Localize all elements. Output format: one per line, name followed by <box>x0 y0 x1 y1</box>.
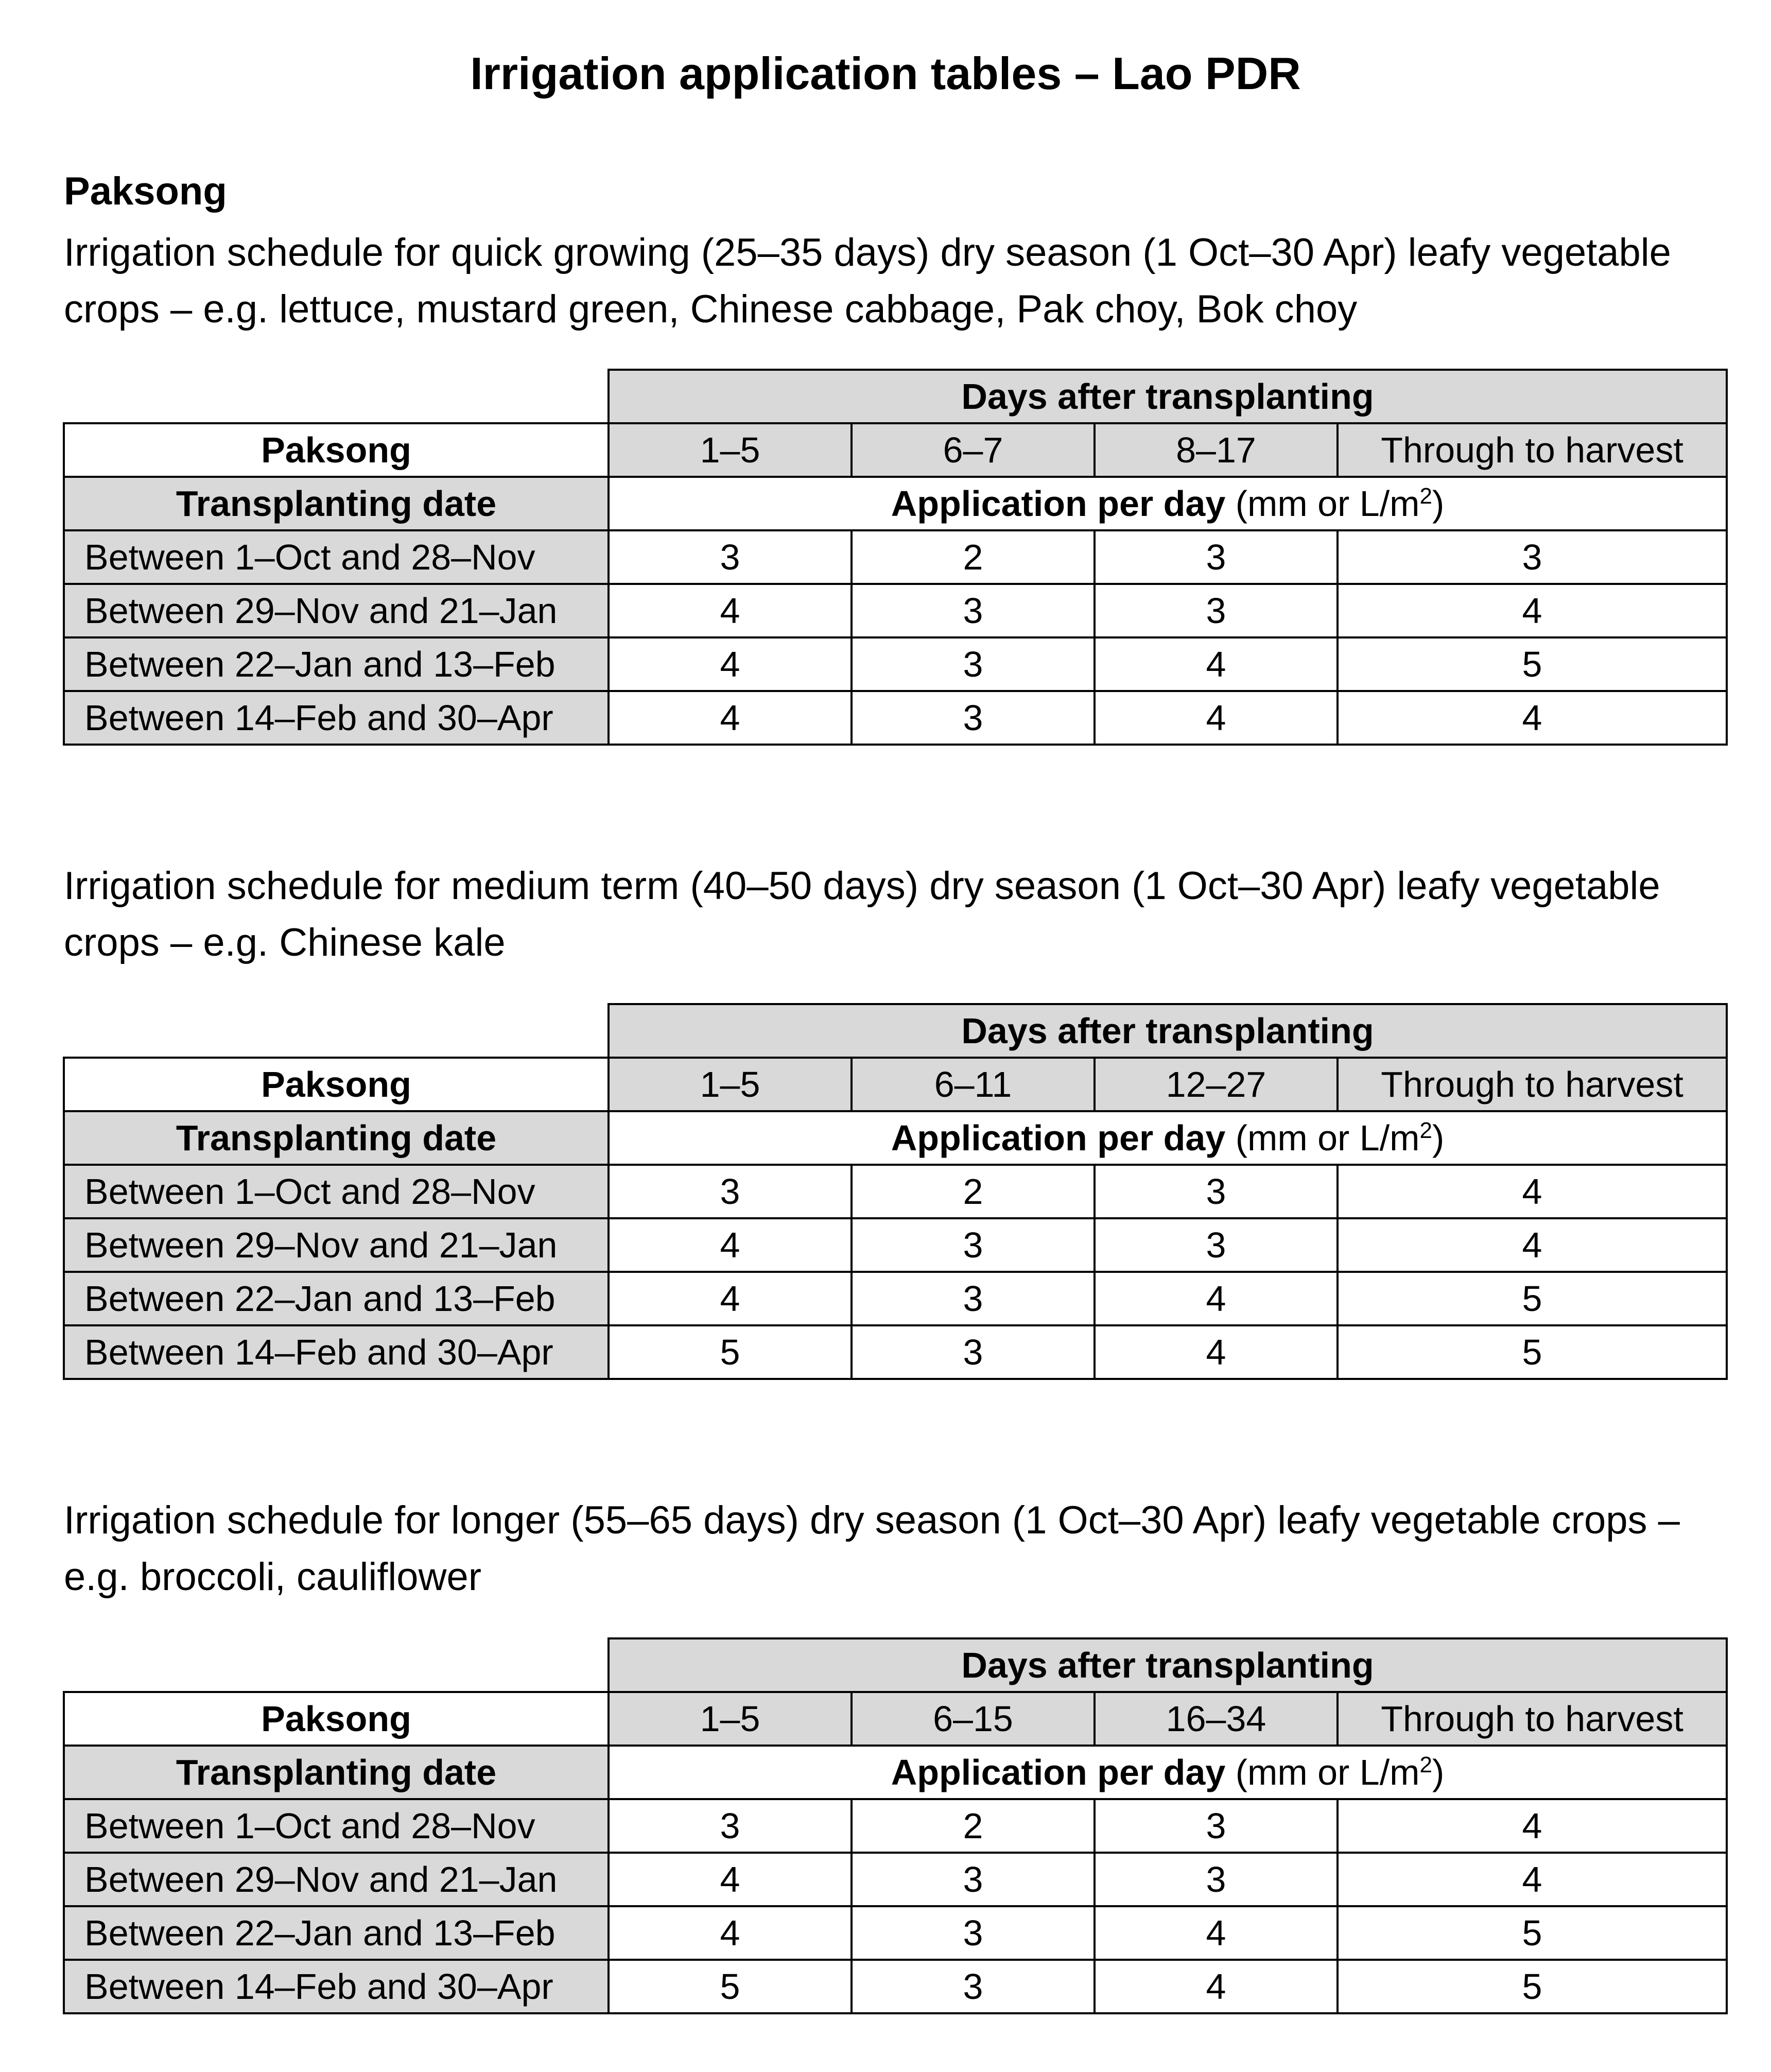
period-header: 1–5 <box>609 1692 852 1746</box>
transplanting-date-cell: Between 29–Nov and 21–Jan <box>64 1853 609 1906</box>
irrigation-table <box>63 1637 1728 2014</box>
table-row <box>64 1853 1727 1906</box>
table-row <box>64 1165 1727 1218</box>
row-label-header: Paksong <box>64 423 609 477</box>
application-value-cell: 3 <box>852 637 1095 691</box>
period-header: Through to harvest <box>1338 423 1727 477</box>
period-header: 1–5 <box>609 1058 852 1111</box>
transplanting-date-cell: Between 1–Oct and 28–Nov <box>64 1165 609 1218</box>
irrigation-table <box>63 1003 1728 1380</box>
application-value-cell: 4 <box>609 637 852 691</box>
application-value-cell: 3 <box>852 1325 1095 1379</box>
row-label-header: Paksong <box>64 1692 609 1746</box>
application-value-cell: 3 <box>852 1853 1095 1906</box>
transplanting-date-cell: Between 14–Feb and 30–Apr <box>64 1960 609 2013</box>
transplanting-date-cell: Between 22–Jan and 13–Feb <box>64 1906 609 1960</box>
page-title: Irrigation application tables – Lao PDR <box>470 48 1301 99</box>
application-value-cell: 5 <box>1338 1325 1727 1379</box>
application-value-cell: 5 <box>1338 1960 1727 2013</box>
application-value-cell: 4 <box>1095 691 1338 745</box>
application-value-cell: 3 <box>852 584 1095 637</box>
application-value-cell: 5 <box>609 1960 852 2013</box>
application-value-cell: 4 <box>1095 1325 1338 1379</box>
application-per-day-header <box>609 1111 1727 1165</box>
table-row <box>64 691 1727 745</box>
application-value-cell: 3 <box>1095 584 1338 637</box>
application-label: Application per day <box>891 1118 1226 1158</box>
table-row <box>64 1960 1727 2013</box>
period-header-row <box>64 1692 1727 1746</box>
row-label-header: Paksong <box>64 1058 609 1111</box>
transplanting-date-cell: Between 1–Oct and 28–Nov <box>64 530 609 584</box>
irrigation-table <box>63 369 1728 746</box>
application-value-cell: 3 <box>852 1906 1095 1960</box>
unit-superscript: 2 <box>1419 484 1432 509</box>
transplanting-date-cell: Between 29–Nov and 21–Jan <box>64 584 609 637</box>
application-header-row <box>64 477 1727 530</box>
unit-close: ) <box>1432 1752 1445 1792</box>
application-value-cell: 4 <box>609 1272 852 1325</box>
application-per-day-header <box>609 477 1727 530</box>
table-row <box>64 584 1727 637</box>
unit-label: (mm or L/m <box>1225 1752 1420 1792</box>
transplanting-date-cell: Between 1–Oct and 28–Nov <box>64 1799 609 1853</box>
period-header-row <box>64 1058 1727 1111</box>
application-header-row <box>64 1111 1727 1165</box>
application-value-cell: 4 <box>1338 1218 1727 1272</box>
days-after-transplanting-header: Days after transplanting <box>609 370 1727 423</box>
application-value-cell: 4 <box>1338 1799 1727 1853</box>
transplanting-date-cell: Between 22–Jan and 13–Feb <box>64 1272 609 1325</box>
days-after-transplanting-header: Days after transplanting <box>609 1638 1727 1692</box>
application-value-cell: 3 <box>1095 1165 1338 1218</box>
schedule-description: Irrigation schedule for medium term (40–50 days) dry season (1 Oct–30 Apr) leafy vegetable crops – e.g. Chinese kale <box>64 864 1660 964</box>
period-header: 12–27 <box>1095 1058 1338 1111</box>
days-after-transplanting-header: Days after transplanting <box>609 1004 1727 1058</box>
application-value-cell: 5 <box>609 1325 852 1379</box>
application-value-cell: 4 <box>1338 1165 1727 1218</box>
application-header-row <box>64 1746 1727 1799</box>
schedule-description: Irrigation schedule for quick growing (25–35 days) dry season (1 Oct–30 Apr) leafy vegetable crops – e.g. lettuce, mustard green, Chinese cabbage, Pak choy, Bok choy <box>64 231 1671 331</box>
empty-corner-cell <box>64 1004 609 1058</box>
empty-corner-cell <box>64 370 609 423</box>
unit-close: ) <box>1432 484 1445 524</box>
table-row <box>64 1218 1727 1272</box>
application-value-cell: 3 <box>1095 1218 1338 1272</box>
transplanting-date-header: Transplanting date <box>64 1111 609 1165</box>
days-header-row <box>64 1638 1727 1692</box>
application-label: Application per day <box>891 1752 1226 1792</box>
table-row <box>64 530 1727 584</box>
table-row <box>64 637 1727 691</box>
application-value-cell: 4 <box>609 691 852 745</box>
application-per-day-header <box>609 1746 1727 1799</box>
days-header-row <box>64 1004 1727 1058</box>
table-row <box>64 1325 1727 1379</box>
unit-label: (mm or L/m <box>1225 484 1420 524</box>
table-row <box>64 1906 1727 1960</box>
application-value-cell: 4 <box>1095 1272 1338 1325</box>
application-value-cell: 2 <box>852 1799 1095 1853</box>
application-value-cell: 3 <box>609 530 852 584</box>
application-value-cell: 4 <box>1095 637 1338 691</box>
application-label: Application per day <box>891 484 1226 524</box>
application-value-cell: 4 <box>1095 1960 1338 2013</box>
period-header-row <box>64 423 1727 477</box>
application-value-cell: 3 <box>609 1165 852 1218</box>
application-value-cell: 3 <box>1095 1853 1338 1906</box>
table-row <box>64 1799 1727 1853</box>
application-value-cell: 4 <box>1338 1853 1727 1906</box>
unit-superscript: 2 <box>1419 1118 1432 1143</box>
application-value-cell: 5 <box>1338 1906 1727 1960</box>
period-header: 1–5 <box>609 423 852 477</box>
application-value-cell: 4 <box>1338 691 1727 745</box>
transplanting-date-cell: Between 14–Feb and 30–Apr <box>64 691 609 745</box>
application-value-cell: 4 <box>609 1906 852 1960</box>
table-row <box>64 1272 1727 1325</box>
application-value-cell: 5 <box>1338 637 1727 691</box>
application-value-cell: 4 <box>609 1218 852 1272</box>
application-value-cell: 3 <box>852 1272 1095 1325</box>
empty-corner-cell <box>64 1638 609 1692</box>
application-value-cell: 3 <box>852 691 1095 745</box>
unit-close: ) <box>1432 1118 1445 1158</box>
period-header: 6–11 <box>852 1058 1095 1111</box>
transplanting-date-header: Transplanting date <box>64 1746 609 1799</box>
application-value-cell: 5 <box>1338 1272 1727 1325</box>
application-value-cell: 4 <box>1095 1906 1338 1960</box>
application-value-cell: 3 <box>1095 1799 1338 1853</box>
schedule-description: Irrigation schedule for longer (55–65 days) dry season (1 Oct–30 Apr) leafy vegetable crops – e.g. broccoli, cauliflower <box>64 1498 1680 1599</box>
period-header: 8–17 <box>1095 423 1338 477</box>
application-value-cell: 2 <box>852 1165 1095 1218</box>
unit-label: (mm or L/m <box>1225 1118 1420 1158</box>
application-value-cell: 3 <box>1095 530 1338 584</box>
transplanting-date-cell: Between 22–Jan and 13–Feb <box>64 637 609 691</box>
period-header: 6–15 <box>852 1692 1095 1746</box>
application-value-cell: 2 <box>852 530 1095 584</box>
transplanting-date-header: Transplanting date <box>64 477 609 530</box>
application-value-cell: 4 <box>1338 584 1727 637</box>
location-heading: Paksong <box>64 169 227 213</box>
application-value-cell: 4 <box>609 1853 852 1906</box>
application-value-cell: 4 <box>609 584 852 637</box>
unit-superscript: 2 <box>1419 1752 1432 1777</box>
transplanting-date-cell: Between 14–Feb and 30–Apr <box>64 1325 609 1379</box>
application-value-cell: 3 <box>852 1960 1095 2013</box>
transplanting-date-cell: Between 29–Nov and 21–Jan <box>64 1218 609 1272</box>
period-header: Through to harvest <box>1338 1692 1727 1746</box>
application-value-cell: 3 <box>1338 530 1727 584</box>
period-header: Through to harvest <box>1338 1058 1727 1111</box>
period-header: 16–34 <box>1095 1692 1338 1746</box>
days-header-row <box>64 370 1727 423</box>
application-value-cell: 3 <box>852 1218 1095 1272</box>
application-value-cell: 3 <box>609 1799 852 1853</box>
period-header: 6–7 <box>852 423 1095 477</box>
